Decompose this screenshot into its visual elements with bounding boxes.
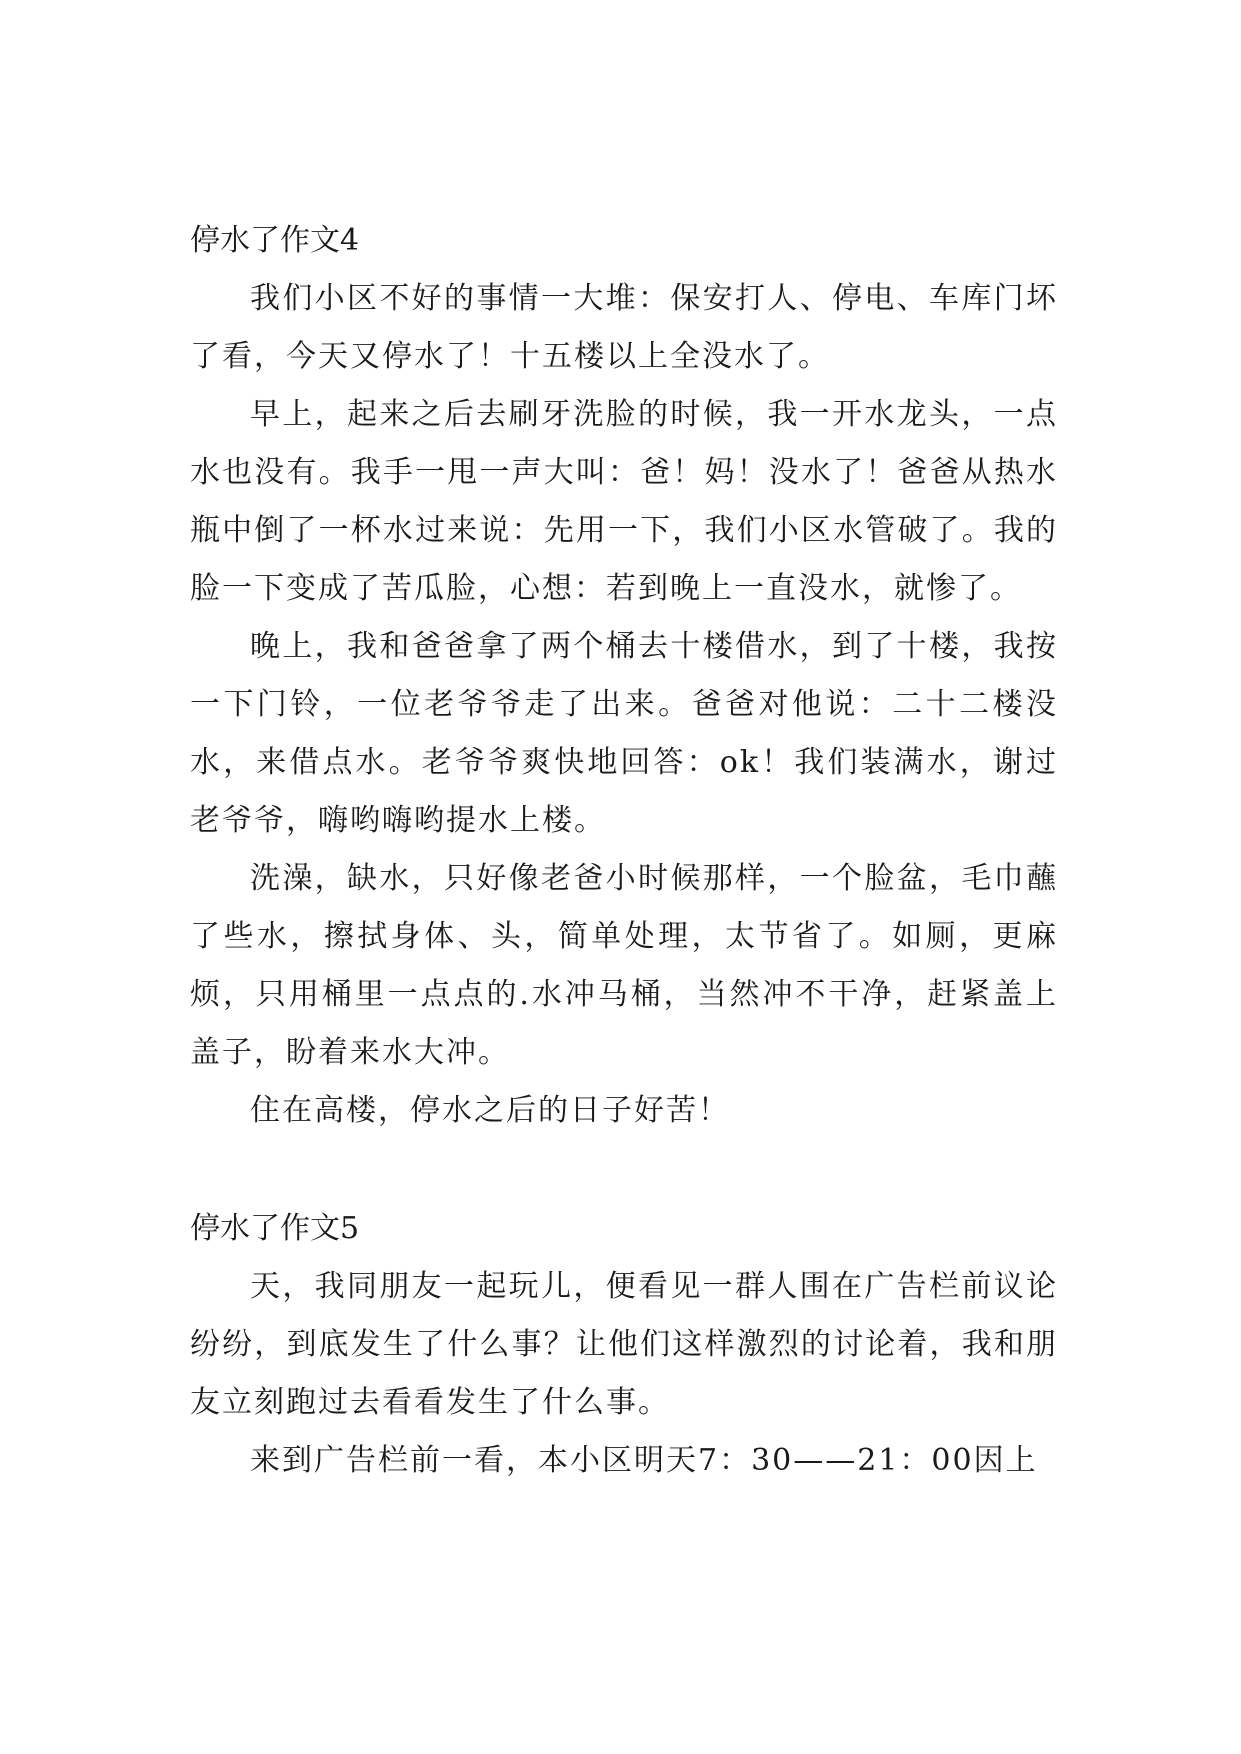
paragraph: 洗澡，缺水，只好像老爸小时候那样，一个脸盆，毛巾蘸了些水，擦拭身体、头，简单处理，太节省了。如厕，更麻烦，只用桶里一点点的.水冲马桶，当然冲不干净，赶紧盖上盖子，盼着来水大冲。 <box>190 861 1058 1070</box>
paragraph: 我们小区不好的事情一大堆：保安打人、停电、车库门坏了看，今天又停水了！十五楼以上全没水了。 <box>190 281 1058 374</box>
paragraph: 早上，起来之后去刷牙洗脸的时候，我一开水龙头，一点水也没有。我手一甩一声大叫：爸！妈！没水了！爸爸从热水瓶中倒了一杯水过来说：先用一下，我们小区水管破了。我的脸一下变成了苦瓜脸，心想：若到晚上一直没水，就惨了。 <box>190 397 1058 606</box>
essay-5 <box>190 1200 1058 1490</box>
essay-title: 停水了作文4 <box>190 223 360 258</box>
paragraph: 来到广告栏前一看，本小区明天7：30——21：00因上 <box>250 1443 1038 1478</box>
essay-4 <box>190 212 1058 1140</box>
paragraph: 晚上，我和爸爸拿了两个桶去十楼借水，到了十楼，我按一下门铃，一位老爷爷走了出来。爸爸对他说：二十二楼没水，来借点水。老爷爷爽快地回答：ok！我们装满水，谢过老爷爷，嗨哟嗨哟提水上楼。 <box>190 629 1058 838</box>
essay-title: 停水了作文5 <box>190 1211 360 1246</box>
paragraph: 住在高楼，停水之后的日子好苦！ <box>250 1093 730 1128</box>
paragraph: 天，我同朋友一起玩儿，便看见一群人围在广告栏前议论纷纷，到底发生了什么事？让他们这样激烈的讨论着，我和朋友立刻跑过去看看发生了什么事。 <box>190 1269 1058 1420</box>
document-page <box>190 212 1058 1490</box>
